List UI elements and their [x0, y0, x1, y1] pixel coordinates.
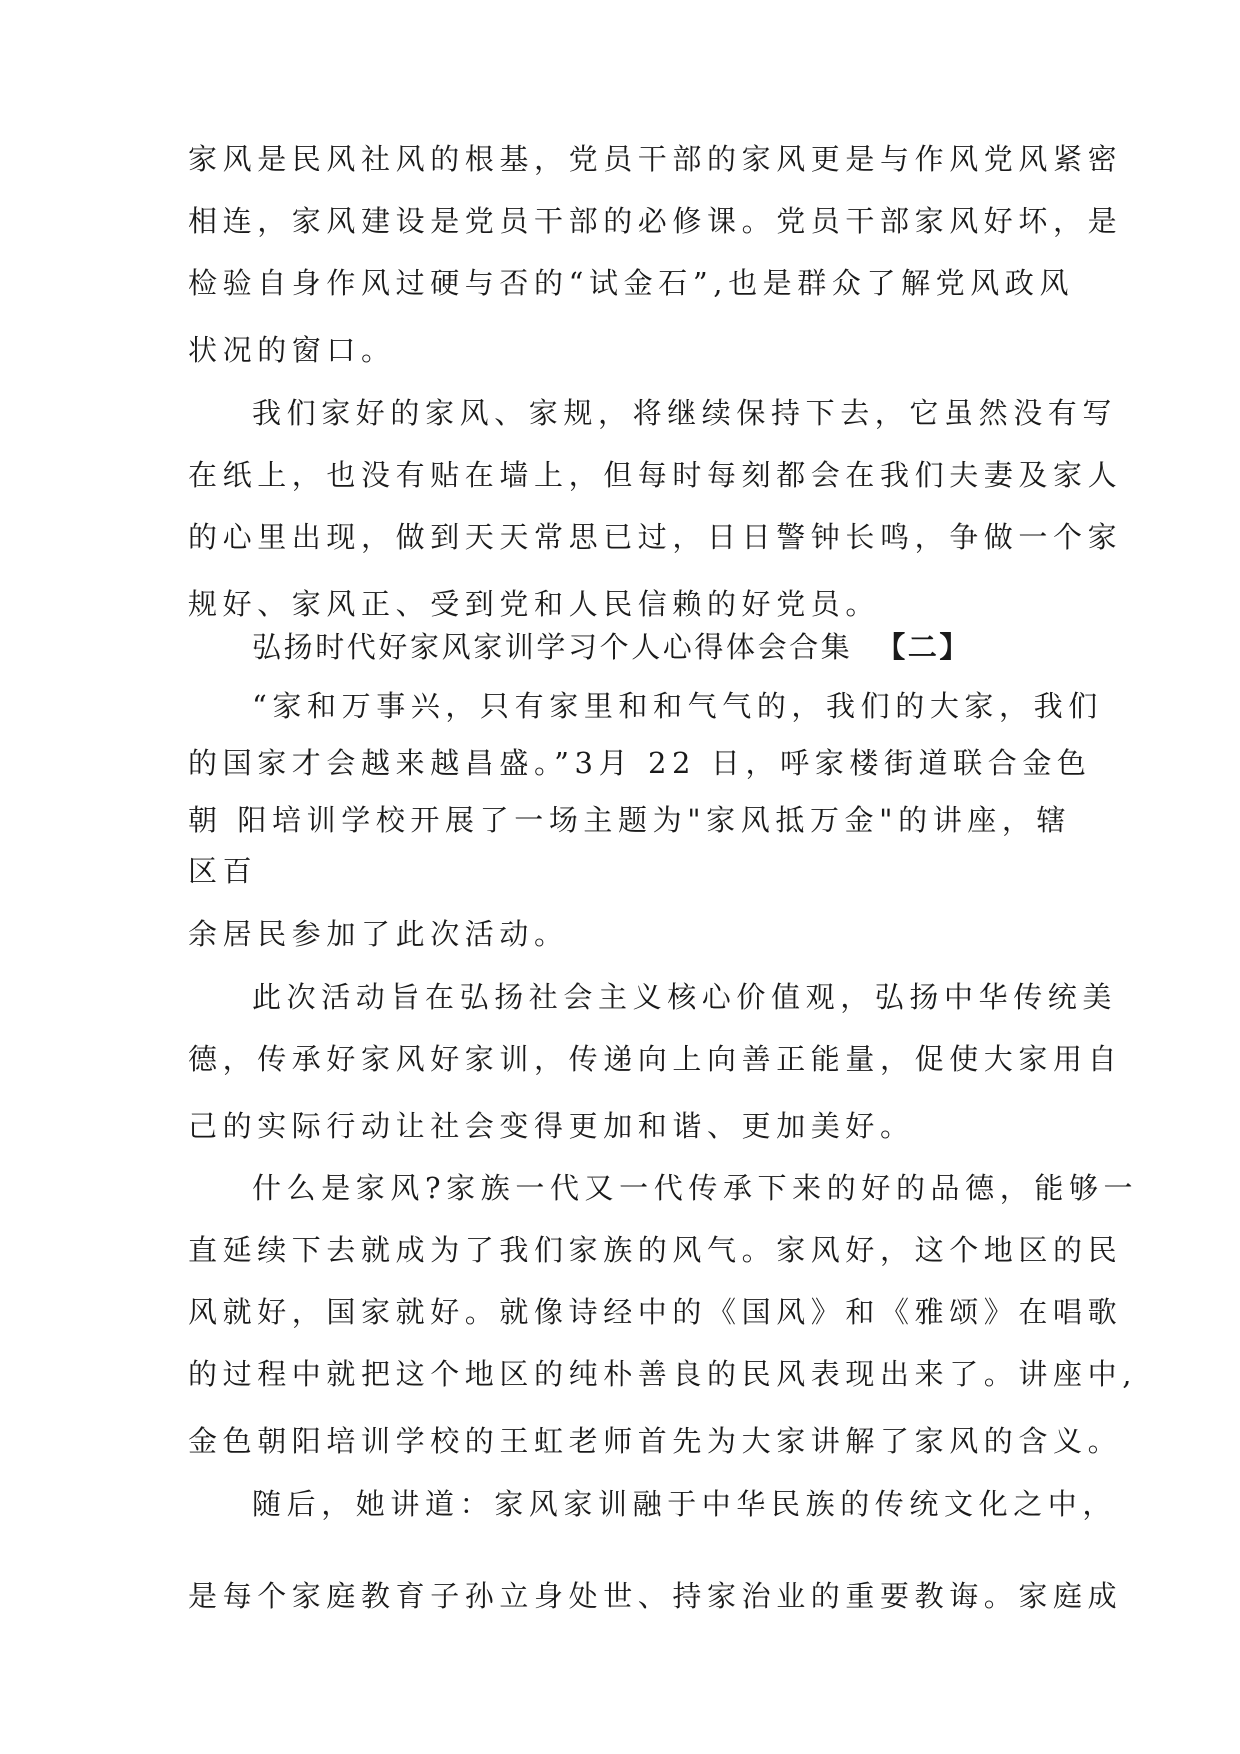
- paragraph-line: 检验自身作风过硬与否的“试金石”,也是群众了解党风政风: [188, 266, 1075, 300]
- paragraph-line: 的过程中就把这个地区的纯朴善良的民风表现出来了。讲座中,: [188, 1357, 1138, 1391]
- paragraph-line: 什么是家风?家族一代又一代传承下来的好的品德，能够一: [252, 1171, 1139, 1205]
- paragraph-line: 朝 阳培训学校开展了一场主题为"家风抵万金"的讲座，辖: [188, 803, 1072, 837]
- paragraph-line: 是每个家庭教育子孙立身处世、持家治业的重要教诲。家庭成: [188, 1579, 1123, 1613]
- paragraph-line: 的心里出现，做到天天常思已过，日日警钟长鸣，争做一个家: [188, 520, 1123, 554]
- section-heading: [252, 629, 971, 665]
- paragraph-line: 金色朝阳培训学校的王虹老师首先为大家讲解了家风的含义。: [188, 1424, 1123, 1458]
- paragraph-line: 己的实际行动让社会变得更加和谐、更加美好。: [188, 1109, 915, 1143]
- paragraph-line: 随后，她讲道：家风家训融于中华民族的传统文化之中，: [252, 1487, 1118, 1521]
- paragraph-line: 德，传承好家风好家训，传递向上向善正能量，促使大家用自: [188, 1042, 1123, 1076]
- paragraph-line: 风就好，国家就好。就像诗经中的《国风》和《雅颂》在唱歌: [188, 1295, 1123, 1329]
- paragraph-line: 我们家好的家风、家规，将继续保持下去，它虽然没有写: [252, 396, 1118, 430]
- section-heading-number: 【二】: [876, 630, 972, 664]
- paragraph-line: “家和万事兴，只有家里和和气气的，我们的大家，我们: [252, 689, 1103, 723]
- paragraph-line: 状况的窗口。: [188, 333, 396, 367]
- paragraph-line: 在纸上，也没有贴在墙上，但每时每刻都会在我们夫妻及家人: [188, 458, 1123, 492]
- paragraph-line: 家风是民风社风的根基，党员干部的家风更是与作风党风紧密: [188, 142, 1123, 176]
- paragraph-line: 此次活动旨在弘扬社会主义核心价值观，弘扬中华传统美: [252, 980, 1118, 1014]
- paragraph-line: 的国家才会越来越昌盛。”3月 22 日，呼家楼街道联合金色: [188, 746, 1092, 780]
- paragraph-line: 规好、家风正、受到党和人民信赖的好党员。: [188, 587, 881, 621]
- paragraph-line: 区百: [188, 854, 258, 888]
- paragraph-line: 相连，家风建设是党员干部的必修课。党员干部家风好坏，是: [188, 204, 1123, 238]
- paragraph-line: 余居民参加了此次活动。: [188, 917, 569, 951]
- section-heading-title: 弘扬时代好家风家训学习个人心得体会合集: [252, 630, 853, 664]
- paragraph-line: 直延续下去就成为了我们家族的风气。家风好，这个地区的民: [188, 1233, 1123, 1267]
